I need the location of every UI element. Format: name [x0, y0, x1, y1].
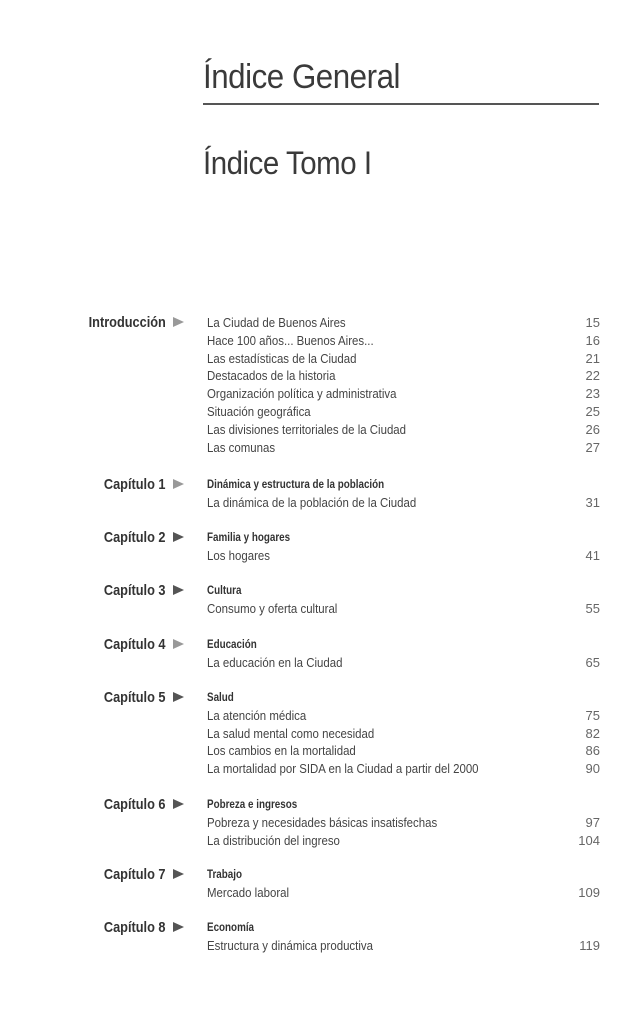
toc-entry — [207, 421, 600, 439]
triangle-arrow-icon — [173, 317, 184, 327]
toc-entry — [207, 403, 600, 421]
toc-entry-text: Pobreza y necesidades básicas insatisfechas — [207, 814, 438, 830]
toc-entry-text: La atención médica — [207, 707, 307, 723]
section-label: Capítulo 8 — [104, 919, 166, 936]
section-entries — [207, 636, 600, 672]
toc-entry-page: 22 — [585, 368, 600, 384]
toc-entry-page: 75 — [585, 707, 600, 723]
chapter-heading — [207, 476, 600, 494]
toc-entry — [207, 314, 600, 332]
toc-entry — [207, 725, 600, 743]
toc-entry-page: 109 — [578, 884, 600, 900]
section-entries — [207, 689, 600, 778]
triangle-arrow-icon — [173, 479, 184, 489]
chapter-heading-text: Pobreza e ingresos — [207, 797, 298, 811]
toc-entry — [207, 760, 600, 778]
section-entries — [207, 529, 600, 565]
section-entries — [207, 314, 600, 456]
toc-entry-page: 25 — [585, 403, 600, 419]
toc-entry-text: Destacados de la historia — [207, 368, 336, 384]
chapter-heading — [207, 796, 600, 814]
toc-entry-page: 16 — [585, 332, 600, 348]
toc-entry-text: La Ciudad de Buenos Aires — [207, 315, 346, 330]
section-label: Capítulo 1 — [104, 476, 166, 493]
chapter-heading-text: Cultura — [207, 583, 242, 597]
toc-entry-text: La distribución del ingreso — [207, 832, 340, 848]
toc-entry — [207, 439, 600, 457]
chapter-heading — [207, 582, 600, 600]
toc-entry — [207, 332, 600, 350]
toc-entry — [207, 884, 600, 902]
chapter-heading — [207, 919, 600, 937]
toc-entry-page: 23 — [585, 386, 600, 402]
toc-entry — [207, 547, 600, 565]
toc-entry — [207, 367, 600, 385]
toc-entry-page: 82 — [585, 725, 600, 741]
toc-entry — [207, 937, 600, 955]
toc-entry-page: 41 — [585, 547, 600, 563]
section-label: Capítulo 2 — [104, 529, 166, 546]
triangle-arrow-icon — [173, 692, 184, 702]
section-entries — [207, 476, 600, 512]
toc-entry — [207, 832, 600, 850]
section-entries — [207, 582, 600, 618]
page-title: Índice General — [203, 58, 401, 96]
toc-entry-page: 65 — [585, 654, 600, 670]
toc-entry-text: Estructura y dinámica productiva — [207, 937, 373, 953]
chapter-heading-text: Salud — [207, 690, 234, 704]
toc-entry-page: 55 — [585, 600, 600, 616]
title-rule — [203, 103, 599, 105]
toc-entry-text: Consumo y oferta cultural — [207, 600, 338, 616]
toc-entry-page: 104 — [578, 832, 600, 848]
toc-entry — [207, 350, 600, 368]
toc-entry-text: Situación geográfica — [207, 403, 311, 419]
triangle-arrow-icon — [173, 532, 184, 542]
toc-entry — [207, 494, 600, 512]
toc-entry-text: Los hogares — [207, 547, 270, 563]
section-entries — [207, 796, 600, 849]
section-entries — [207, 919, 600, 955]
chapter-heading-text: Educación — [207, 637, 257, 651]
toc-entry-text: Organización política y administrativa — [207, 386, 397, 402]
toc-entry-page: 31 — [585, 494, 600, 510]
chapter-heading — [207, 529, 600, 547]
chapter-heading — [207, 636, 600, 654]
toc-entry-page: 26 — [585, 421, 600, 437]
triangle-arrow-icon — [173, 585, 184, 595]
toc-entry — [207, 742, 600, 760]
chapter-heading — [207, 689, 600, 707]
section-label: Capítulo 7 — [104, 866, 166, 883]
toc-entry-page: 15 — [585, 315, 600, 330]
section-label: Capítulo 5 — [104, 689, 166, 706]
page-subtitle: Índice Tomo I — [203, 145, 372, 181]
section-label: Capítulo 4 — [104, 636, 166, 653]
section-entries — [207, 866, 600, 902]
section-label: Capítulo 3 — [104, 582, 166, 599]
toc-entry-text: Mercado laboral — [207, 884, 290, 900]
toc-entry-text: La dinámica de la población de la Ciudad — [207, 494, 417, 510]
toc-entry — [207, 707, 600, 725]
toc-entry — [207, 814, 600, 832]
toc-entry-page: 27 — [585, 439, 600, 455]
chapter-heading-text: Trabajo — [207, 867, 243, 881]
toc-entry-page: 21 — [585, 350, 600, 366]
triangle-arrow-icon — [173, 639, 184, 649]
toc-entry-page: 119 — [579, 937, 600, 953]
triangle-arrow-icon — [173, 799, 184, 809]
chapter-heading-text: Familia y hogares — [207, 530, 291, 544]
toc-entry-text: La salud mental como necesidad — [207, 725, 375, 741]
toc-entry-page: 86 — [585, 743, 600, 759]
toc-entry — [207, 600, 600, 618]
toc-entry — [207, 385, 600, 403]
toc-entry-text: Los cambios en la mortalidad — [207, 743, 356, 759]
chapter-heading — [207, 866, 600, 884]
triangle-arrow-icon — [173, 922, 184, 932]
section-label: Introducción — [88, 314, 166, 331]
toc-entry-page: 90 — [585, 761, 600, 777]
chapter-heading-text: Economía — [207, 920, 255, 934]
toc-entry-text: Las divisiones territoriales de la Ciudad — [207, 421, 407, 437]
toc-entry-text: Hace 100 años... Buenos Aires... — [207, 332, 374, 348]
toc-entry-text: Las comunas — [207, 439, 276, 455]
toc-entry-page: 97 — [585, 814, 600, 830]
toc-entry-text: La mortalidad por SIDA en la Ciudad a partir del 2000 — [207, 761, 479, 777]
chapter-heading-text: Dinámica y estructura de la población — [207, 477, 385, 491]
triangle-arrow-icon — [173, 869, 184, 879]
toc-entry — [207, 654, 600, 672]
toc-entry-text: La educación en la Ciudad — [207, 654, 343, 670]
section-label: Capítulo 6 — [104, 796, 166, 813]
toc-entry-text: Las estadísticas de la Ciudad — [207, 350, 357, 366]
